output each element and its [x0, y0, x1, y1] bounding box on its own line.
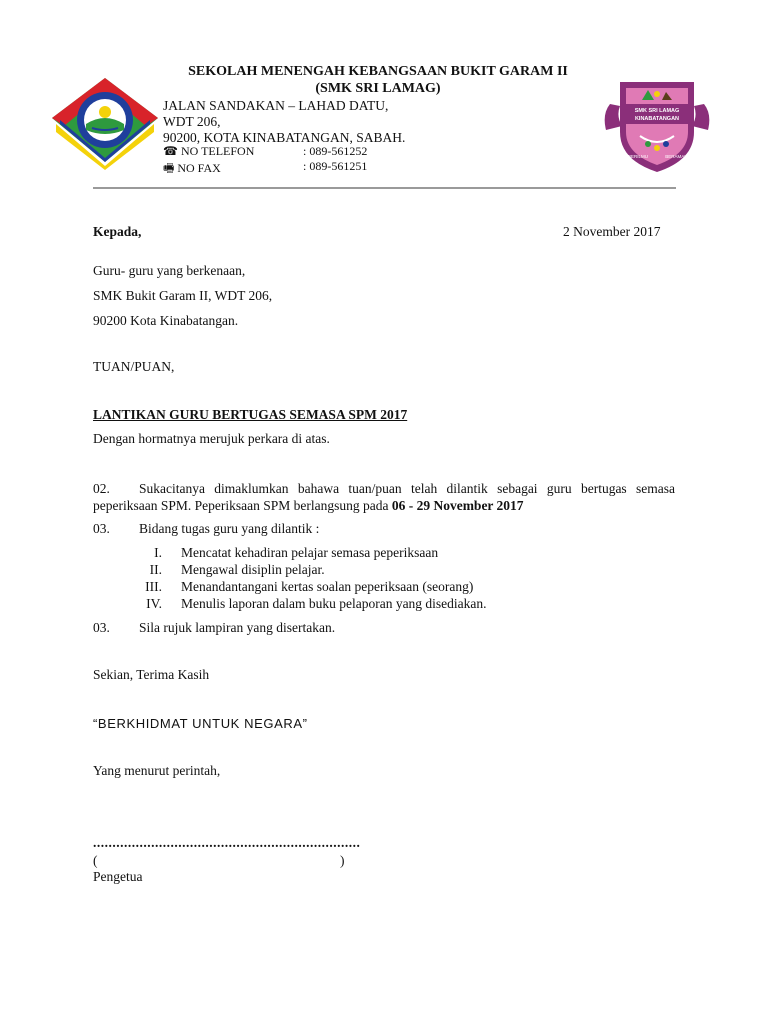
phone-row	[163, 144, 368, 159]
fax-value: : 089-561251	[303, 159, 368, 173]
duty-text: Menulis laporan dalam buku pelaporan yang disediakan.	[181, 596, 487, 611]
letter-date: 2 November 2017	[563, 224, 661, 239]
salutation: TUAN/PUAN,	[93, 359, 175, 374]
paragraph-02-exam-dates: 06 - 29 November 2017	[391, 498, 524, 513]
duty-text: Mencatat kehadiran pelajar semasa peperiksaan	[181, 545, 439, 560]
name-bracket-close: )	[340, 853, 345, 868]
school-short-name: (SMK SRI LAMAG)	[315, 81, 441, 96]
phone-value: : 089-561252	[303, 144, 368, 158]
paragraph-03-number: 03.	[93, 521, 110, 536]
duty-text: Mengawal disiplin pelajar.	[181, 562, 325, 577]
recipient-line-3: 90200 Kota Kinabatangan.	[93, 313, 239, 328]
name-bracket-open: (	[93, 853, 98, 868]
logo-right-motto-left: BERILMU	[627, 154, 649, 159]
school-crest-left-logo	[46, 74, 164, 170]
recipient-line-2: SMK Bukit Garam II, WDT 206,	[93, 288, 273, 303]
logo-right-text-line1: SMK SRI LAMAG	[634, 108, 680, 114]
paragraph-03b-text: Sila rujuk lampiran yang disertakan.	[139, 620, 336, 635]
duty-text: Menandantangani kertas soalan peperiksaan (seorang)	[181, 579, 474, 594]
signature-line: .....................................................................	[93, 835, 361, 850]
logo-right-text-line2: KINABATANGAN	[634, 116, 680, 122]
address-line-1: JALAN SANDAKAN – LAHAD DATU,	[163, 98, 389, 113]
duty-number: IV.	[146, 596, 162, 611]
logo-right-motto-right: BERAMAL	[665, 154, 687, 159]
motto: “BERKHIDMAT UNTUK NEGARA”	[93, 716, 308, 731]
paragraph-02-number: 02.	[93, 481, 110, 496]
address-line-3: 90200, KOTA KINABATANGAN, SABAH.	[163, 130, 406, 145]
paragraph-02	[93, 480, 675, 514]
fax-label: 🖷 NO FAX	[163, 161, 221, 175]
school-crest-right-logo	[600, 74, 714, 174]
recipient-line-1: Guru- guru yang berkenaan,	[93, 263, 246, 278]
address-line-2: WDT 206,	[163, 114, 221, 129]
letter-subject: LANTIKAN GURU BERTUGAS SEMASA SPM 2017	[93, 407, 408, 422]
to-label: Kepada,	[93, 224, 142, 239]
closing-line: Sekian, Terima Kasih	[93, 667, 210, 682]
duty-number: II.	[149, 562, 162, 577]
duty-number: I.	[154, 545, 162, 560]
signatory-position: Pengetua	[93, 869, 143, 884]
school-name: SEKOLAH MENENGAH KEBANGSAAN BUKIT GARAM II	[188, 64, 568, 79]
paragraph-03b-number: 03.	[93, 620, 110, 635]
opening-line: Dengan hormatnya merujuk perkara di atas.	[93, 431, 330, 446]
sign-off: Yang menurut perintah,	[93, 763, 221, 778]
paragraph-03-text: Bidang tugas guru yang dilantik :	[139, 521, 320, 536]
paragraph-02-text: Sukacitanya dimaklumkan bahawa tuan/puan telah dilantik sebagai guru bertugas semasa peperiksaan SPM. Peperiksaan SPM berlangsung pada	[93, 481, 675, 513]
duty-number: III.	[145, 579, 162, 594]
header-divider	[93, 187, 676, 189]
phone-label: ☎ NO TELEFON	[163, 144, 255, 158]
fax-row	[163, 159, 368, 180]
